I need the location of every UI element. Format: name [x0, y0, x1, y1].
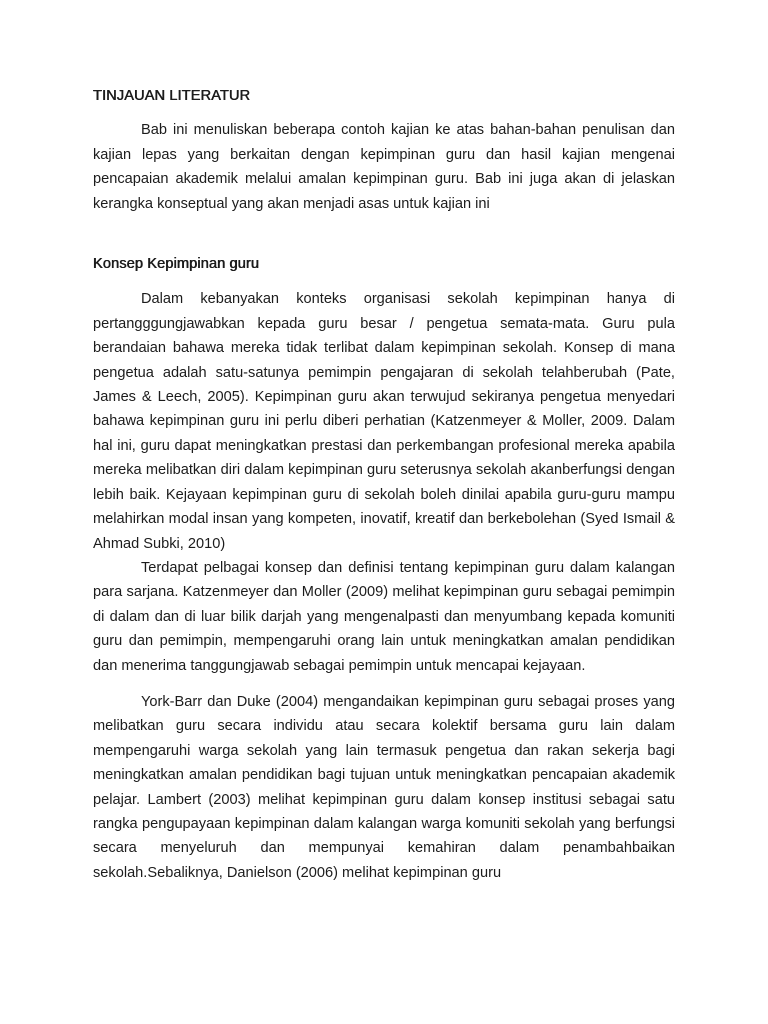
body-paragraph-1: Dalam kebanyakan konteks organisasi sekolah kepimpinan hanya di pertangggungjawabkan kepada guru besar / pengetua semata-mata. Guru pula berandaian bahawa mereka tidak terlibat dalam kepimpinan sekolah. Konsep di mana pengetua adalah satu-satunya pemimpin pengajaran di sekolah telahberubah (Pate, James & Leech, 2005). Kepimpinan guru akan terwujud sekiranya pengetua menyedari bahawa kepimpinan guru ini perlu diberi perhatian (Katzenmeyer & Moller, 2009. Dalam hal ini, guru dapat meningkatkan prestasi dan perkembangan profesional mereka apabila mereka melibatkan diri dalam kepimpinan guru seterusnya sekolah akanberfungsi dengan lebih baik. Kejayaan kepimpinan guru di sekolah boleh dinilai apabila guru-guru mampu melahirkan modal insan yang kompeten, inovatif, kreatif dan berkebolehan (Syed Ismail & Ahmad Subki, 2010) — [93, 291, 675, 552]
section-title: Konsep Kepimpinan guru — [93, 256, 260, 273]
document-title: TINJAUAN LITERATUR — [93, 88, 251, 104]
intro-paragraph: Bab ini menuliskan beberapa contoh kajian ke atas bahan-bahan penulisan dan kajian lepas yang berkaitan dengan kepimpinan guru dan hasil kajian mengenai pencapaian akademik melalui amalan kepimpinan guru. Bab ini juga akan di jelaskan kerangka konseptual yang akan menjadi asas untuk kajian ini — [93, 122, 675, 212]
body-paragraph-2: Terdapat pelbagai konsep dan definisi tentang kepimpinan guru dalam kalangan para sarjana. Katzenmeyer dan Moller (2009) melihat kepimpinan guru sebagai pemimpin di dalam dan di luar bilik darjah yang mengenalpasti dan menyumbang kepada komuniti guru dan pemimpin, mempengaruhi orang lain untuk meningkatkan amalan pendidikan dan menerima tanggungjawab sebagai pemimpin untuk mencapai kejayaan. — [93, 559, 675, 674]
document-page — [93, 78, 675, 885]
body-paragraph-3: York-Barr dan Duke (2004) mengandaikan kepimpinan guru sebagai proses yang melibatkan guru secara individu atau secara kolektif bersama guru lain dalam mempengaruhi warga sekolah yang lain termasuk pengetua dan rakan sekerja bagi meningkatkan amalan pendidikan bagi tujuan untuk meningkatkan pencapaian akademik pelajar. Lambert (2003) melihat kepimpinan guru dalam konsep institusi sebagai satu rangka pengupayaan kepimpinan dalam kalangan warga komuniti sekolah yang berfungsi secara menyeluruh dan mempunyai kemahiran dalam penambahbaikan sekolah.Sebaliknya, Danielson (2006) melihat kepimpinan guru — [93, 693, 675, 881]
